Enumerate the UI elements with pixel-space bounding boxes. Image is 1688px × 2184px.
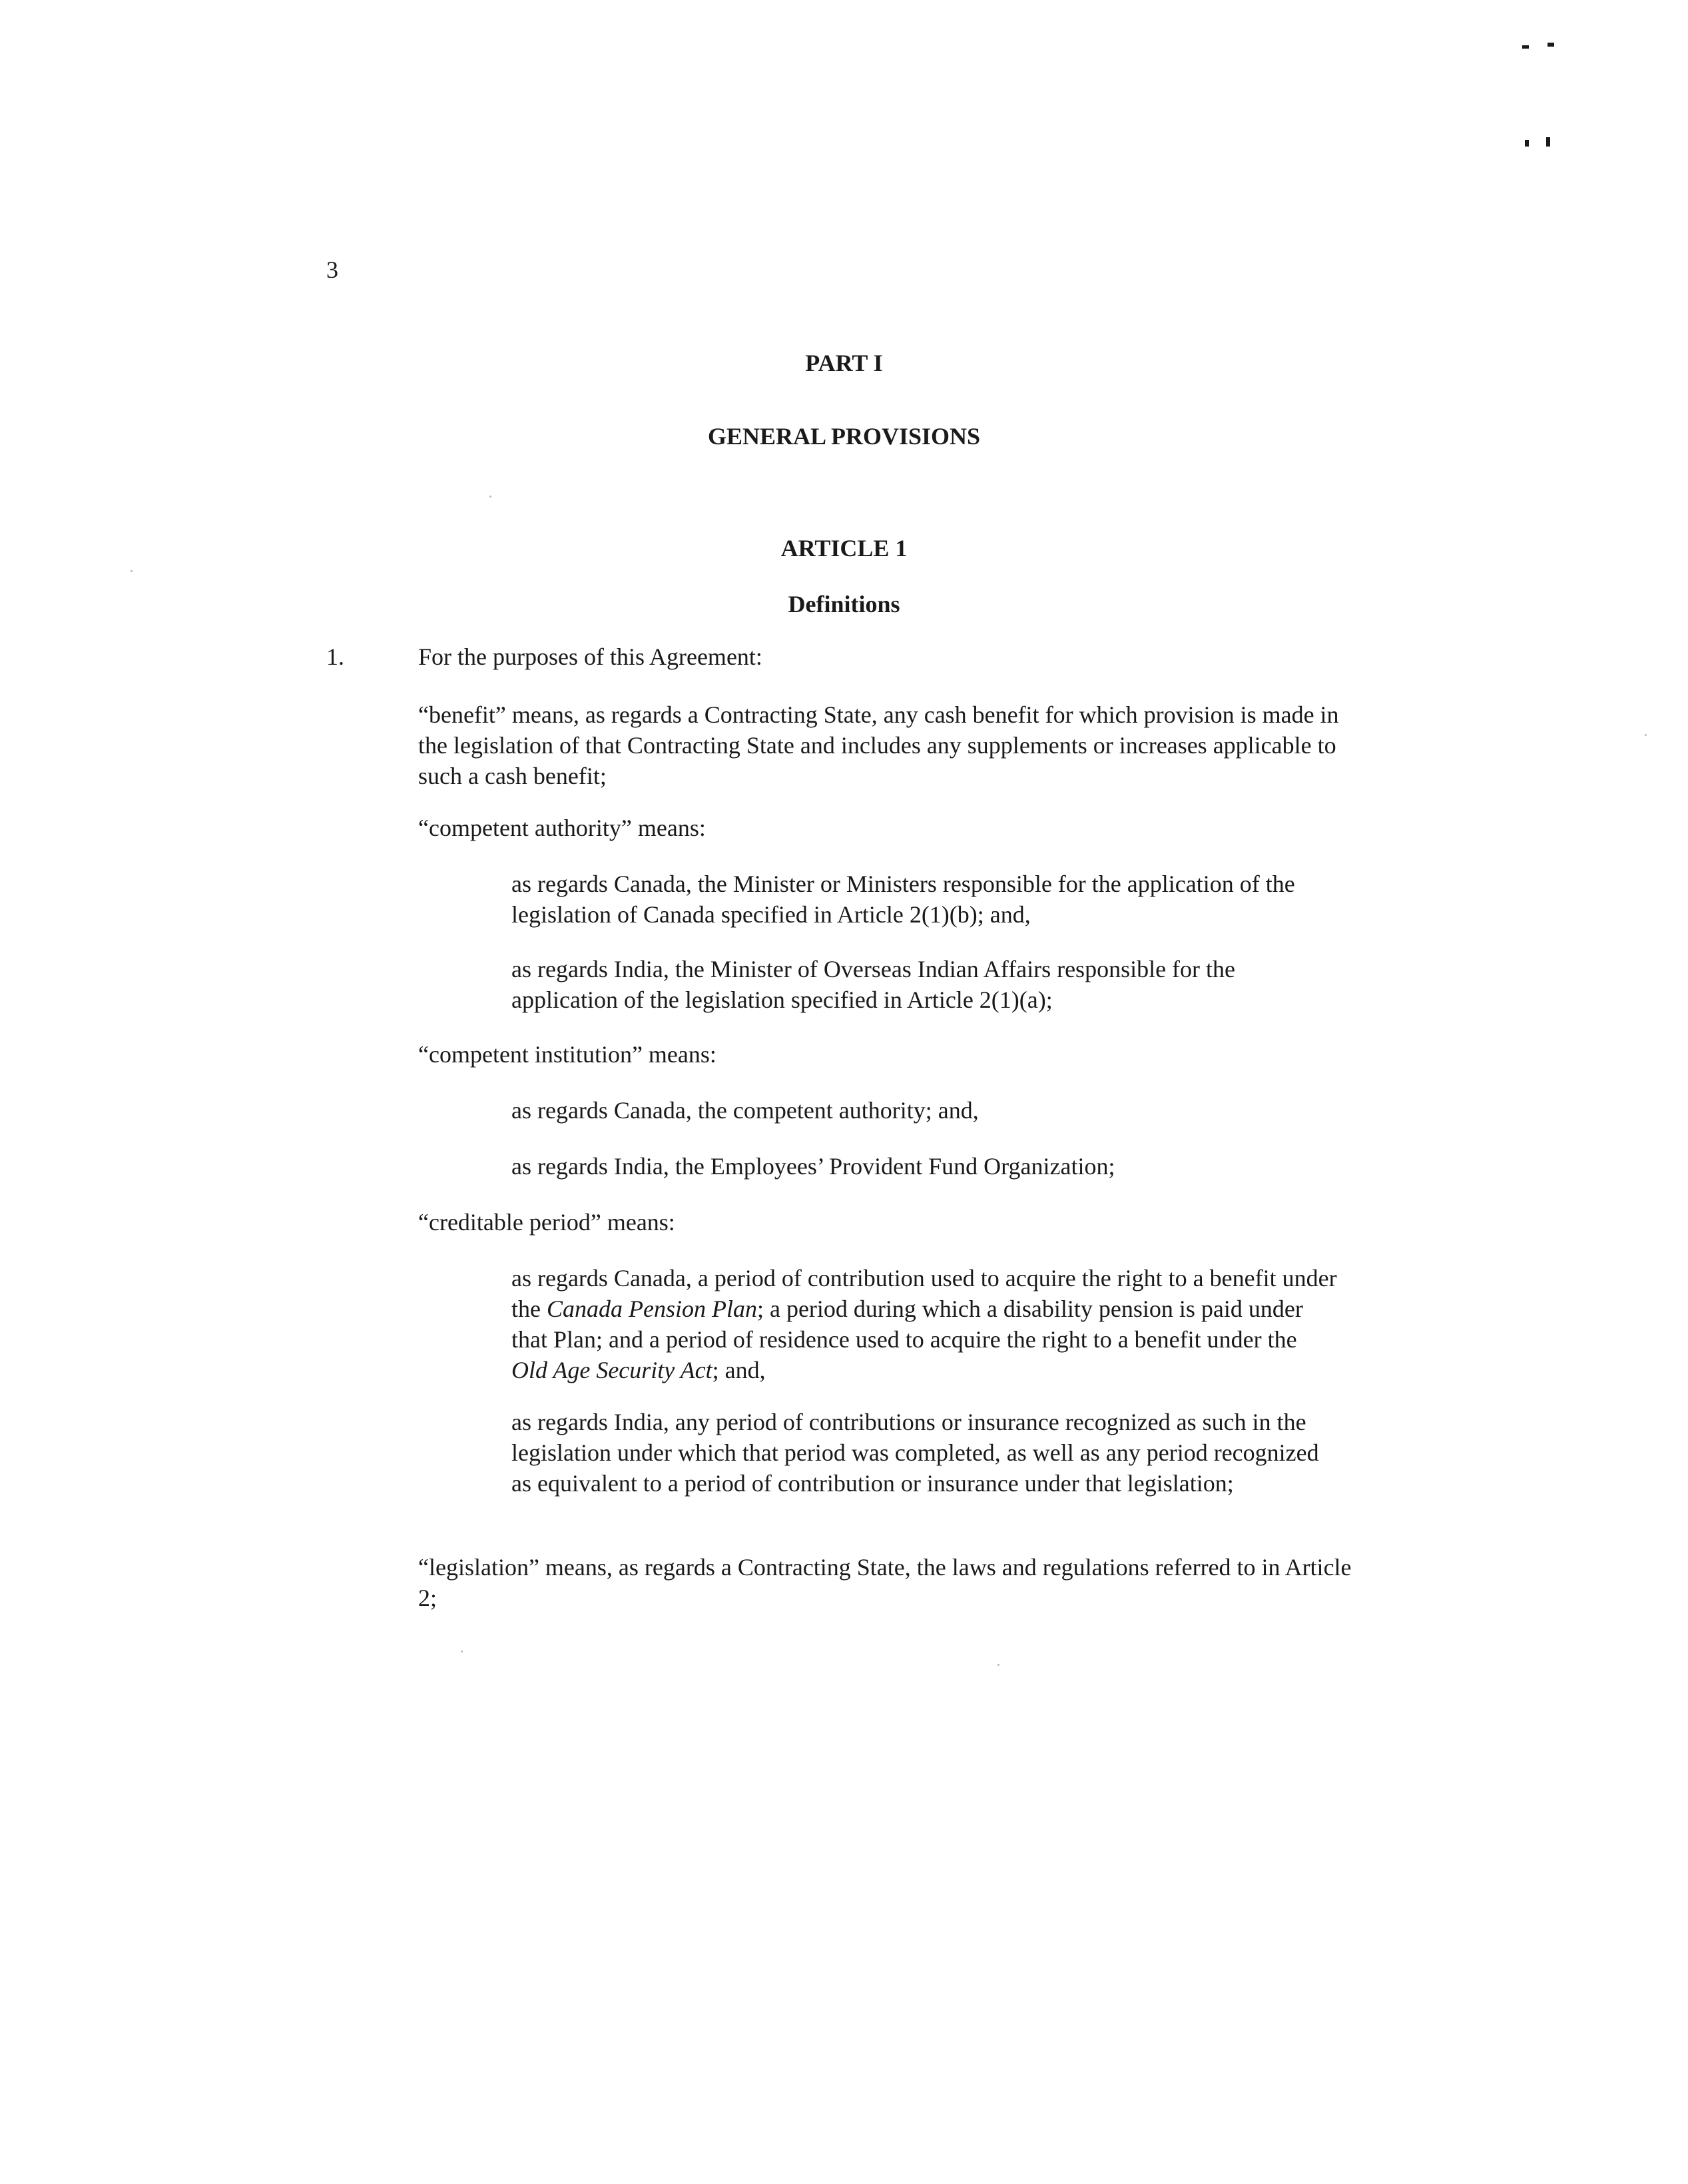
- creditable-period-canada: [511, 1263, 1337, 1385]
- scan-speck: [131, 570, 133, 572]
- page-number: 3: [326, 256, 338, 283]
- scan-speck: [461, 1650, 463, 1652]
- competent-institution-canada: as regards Canada, the competent authority; and,: [511, 1097, 979, 1124]
- definition-creditable-period-lead: “creditable period” means:: [418, 1209, 675, 1236]
- competent-institution-india: as regards India, the Employees’ Provident Fund Organization;: [511, 1153, 1115, 1180]
- old-age-security-act-title: Old Age Security Act: [511, 1357, 712, 1383]
- definition-benefit: “benefit” means, as regards a Contracting State, any cash benefit for which provision is made in the legislation of that Contracting State and includes any supplements or increases applicable to such a cash benefit;: [418, 701, 1339, 789]
- part-title: PART I: [805, 350, 883, 376]
- creditable-period-canada-text: as regards Canada, a period of contribution used to acquire the right to a benefit under the: [511, 1265, 1337, 1322]
- creditable-period-canada-text: ; and,: [712, 1357, 766, 1383]
- article-subtitle: Definitions: [788, 591, 900, 617]
- definition-competent-institution-lead: “competent institution” means:: [418, 1041, 716, 1068]
- scan-mark: [1547, 43, 1554, 47]
- scan-mark: [1522, 45, 1529, 49]
- scan-speck: [489, 496, 491, 498]
- paragraph-lead: For the purposes of this Agreement:: [418, 643, 762, 670]
- creditable-period-canada-text: ; a period during which a disability pension is paid under that Plan; and a period of residence used to acquire the right to a benefit under the: [511, 1295, 1303, 1353]
- canada-pension-plan-title: Canada Pension Plan: [546, 1295, 757, 1322]
- part-subtitle: GENERAL PROVISIONS: [707, 423, 981, 450]
- competent-authority-canada: as regards Canada, the Minister or Ministers responsible for the application of the legislation of Canada specified in Article 2(1)(b); and,: [511, 871, 1295, 928]
- article-title: ARTICLE 1: [780, 535, 908, 561]
- definition-competent-authority-lead: “competent authority” means:: [418, 815, 706, 841]
- creditable-period-india: as regards India, any period of contributions or insurance recognized as such in the legislation under which that period was completed, as well as any period recognized as equivalent to a period of contribution or insurance under that legislation;: [511, 1409, 1319, 1497]
- scan-mark: [1525, 140, 1529, 147]
- definition-legislation: “legislation” means, as regards a Contracting State, the laws and regulations referred to in Article 2;: [418, 1554, 1352, 1611]
- paragraph-number: 1.: [326, 643, 344, 670]
- competent-authority-india: as regards India, the Minister of Overseas Indian Affairs responsible for the application of the legislation specified in Article 2(1)(a);: [511, 956, 1236, 1013]
- scan-speck: [997, 1664, 999, 1666]
- scan-speck: [1645, 734, 1647, 736]
- scan-mark: [1546, 137, 1550, 147]
